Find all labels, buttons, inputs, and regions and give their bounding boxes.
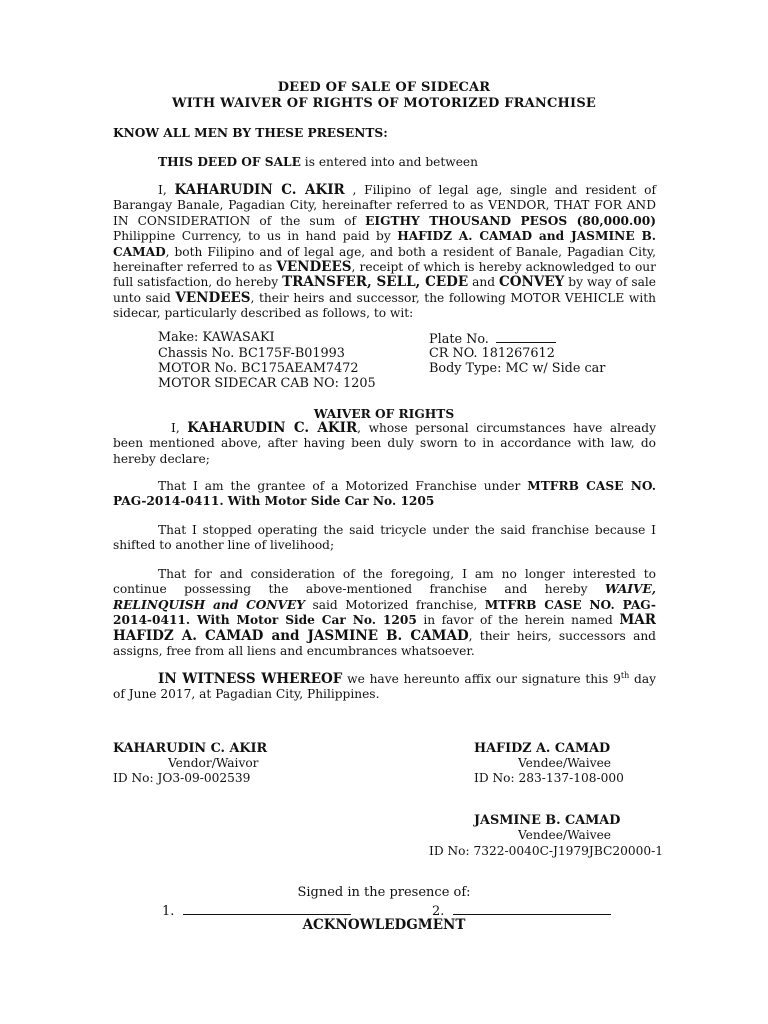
plate-label: Plate No. (429, 332, 489, 347)
p3-text: That I am the grantee of a Motorized Franchise under (158, 479, 528, 493)
vendor-id: ID No: JO3-09-002539 (113, 771, 251, 785)
vendee2-role: Vendee/Waivee (518, 828, 612, 842)
p1-text: , both Filipino and of legal age, and both a resident of Banale, Pagadian City, hereinafter referred to as (113, 244, 656, 275)
vendee2-signature-name: JASMINE B. CAMAD (474, 813, 621, 828)
vendees-term: VENDEES (276, 259, 352, 276)
sale-paragraph (113, 183, 656, 322)
vendee1-role: Vendee/Waivee (518, 756, 612, 770)
p5-text: , their heirs, successors and assigns, free from all liens and encumbrances whatsoever. (113, 628, 656, 659)
waiver-paragraph (113, 421, 656, 467)
grantee-paragraph (113, 479, 656, 510)
witness-1-line (183, 902, 351, 915)
buyer-names: HAFIDZ A. CAMAD and JASMINE B. CAMAD (113, 229, 656, 259)
vendees-term: VENDEES (175, 289, 251, 306)
vehicle-motor: MOTOR No. BC175AEAM7472 (158, 361, 359, 376)
vehicle-make: Make: KAWASAKI (158, 330, 275, 345)
case-number: MTFRB CASE NO. PAG-2014-0411. With Motor Side Car No. 1205 (113, 597, 656, 628)
p5-text: That for and consideration of the foregoing, I am no longer interested to continue possessing the above-mentioned franchise and hereby (113, 567, 656, 597)
vehicle-cr: CR NO. 181267612 (429, 346, 555, 361)
plate-blank-line (496, 330, 556, 343)
vendor-signature-name: KAHARUDIN C. AKIR (113, 741, 268, 756)
p1-text: , receipt of which is hereby acknowledged to our full satisfaction, do hereby (113, 260, 656, 290)
p5-text: said Motorized franchise, (305, 597, 485, 612)
intro-line (158, 155, 478, 169)
stopped-operating-paragraph: That I stopped operating the said tricycle under the said franchise because I shifted to another line of livelihood; (113, 523, 656, 553)
intro-bold: THIS DEED OF SALE (158, 155, 301, 169)
vendee2-id: ID No: 7322-0040C-J1979JBC20000-1 (429, 844, 663, 858)
p2-text: I, (171, 421, 188, 435)
witness-whereof: IN WITNESS WHEREOF (158, 671, 343, 688)
p1-text: and (468, 275, 500, 290)
vendee1-id: ID No: 283-137-108-000 (474, 771, 624, 785)
p1-text: Philippine Currency, to us in hand paid by (113, 229, 398, 244)
witness-1-number: 1. (162, 904, 175, 919)
witness-paragraph (113, 668, 656, 703)
p5-text: in favor of the herein named (416, 613, 620, 628)
p1-text: , their heirs and successor, the following MOTOR VEHICLE with sidecar, particularly described as follows, to wit: (113, 290, 656, 321)
p6-text: we have hereunto affix our signature this 9 (342, 672, 621, 687)
vehicle-plate (429, 330, 556, 347)
acknowledgment-heading: ACKNOWLEDGMENT (302, 917, 466, 933)
intro-rest: is entered into and between (300, 155, 478, 169)
vendee-names: MAR HAFIDZ A. CAMAD and JASMINE B. CAMAD (113, 612, 656, 644)
transfer-terms: TRANSFER, SELL, CEDE (282, 274, 469, 291)
vehicle-cab: MOTOR SIDECAR CAB NO: 1205 (158, 376, 376, 391)
relinquish-paragraph (113, 567, 656, 659)
vendor-name: KAHARUDIN C. AKIR (174, 182, 345, 198)
document-title: DEED OF SALE OF SIDECAR (277, 80, 491, 95)
waiver-heading: WAIVER OF RIGHTS (313, 407, 455, 421)
case-number: MTFRB CASE NO. PAG-2014-0411. With Motor Side Car No. 1205 (113, 479, 656, 509)
p2-text: , whose personal circumstances have already been mentioned above, after having been duly sworn to in accordance with law, do hereby declare; (113, 421, 656, 466)
witness-2-line (453, 902, 611, 915)
vehicle-body: Body Type: MC w/ Side car (429, 361, 606, 376)
witness-label: Signed in the presence of: (297, 885, 471, 900)
vendee1-signature-name: HAFIDZ A. CAMAD (474, 741, 611, 756)
p1-text: by way of sale unto said (113, 275, 657, 305)
vehicle-chassis: Chassis No. BC175F-B01993 (158, 346, 345, 361)
sale-amount: EIGTHY THOUSAND PESOS (80,000.00) (365, 213, 656, 228)
p1-text: , Filipino of legal age, single and resident of Barangay Banale, Pagadian City, hereinafter referred to as VENDOR, THAT FOR AND IN CONSIDERATION of the sum of (113, 183, 657, 228)
p6-text: day of June 2017, at Pagadian City, Philippines. (113, 672, 657, 702)
witness-2-number: 2. (432, 904, 445, 919)
waive-terms: WAIVE, RELINQUISH and CONVEY (113, 582, 656, 612)
p1-text: I, (158, 183, 175, 197)
vendor-role: Vendor/Waivor (168, 756, 259, 770)
waivor-name: KAHARUDIN C. AKIR (187, 420, 358, 436)
know-all-heading: KNOW ALL MEN BY THESE PRESENTS: (113, 126, 388, 140)
document-subtitle: WITH WAIVER OF RIGHTS OF MOTORIZED FRANCHISE (171, 96, 597, 111)
date-suffix: th (620, 671, 630, 680)
convey-term: CONVEY (499, 274, 565, 291)
